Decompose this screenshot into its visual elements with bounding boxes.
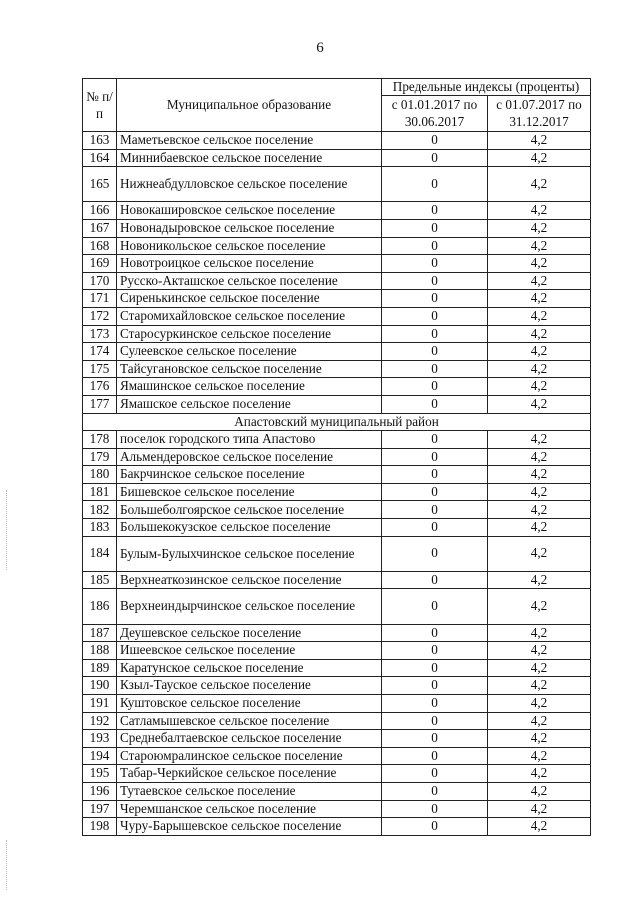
- index-period-2: 4,2: [488, 237, 591, 255]
- row-number: 190: [83, 677, 117, 695]
- table-row: [83, 343, 591, 361]
- table-row: [83, 589, 591, 624]
- header-num: № п/п: [83, 79, 117, 132]
- index-period-1: 0: [382, 677, 488, 695]
- table-row: [83, 782, 591, 800]
- row-number: 173: [83, 325, 117, 343]
- index-period-2: 4,2: [488, 677, 591, 695]
- index-period-1: 0: [382, 325, 488, 343]
- index-period-2: 4,2: [488, 659, 591, 677]
- table-row: [83, 695, 591, 713]
- row-number: 195: [83, 765, 117, 783]
- table-row: [83, 202, 591, 220]
- table-row: [83, 290, 591, 308]
- table-row: [83, 765, 591, 783]
- municipality-name: Каратунское сельское поселение: [117, 659, 382, 677]
- index-period-2: 4,2: [488, 290, 591, 308]
- index-period-2: 4,2: [488, 747, 591, 765]
- table-row: [83, 659, 591, 677]
- municipality-name: Старомихайловское сельское поселение: [117, 307, 382, 325]
- table-header: [83, 79, 591, 132]
- row-number: 163: [83, 132, 117, 150]
- table-row: [83, 730, 591, 748]
- row-number: 189: [83, 659, 117, 677]
- index-period-2: 4,2: [488, 483, 591, 501]
- index-period-2: 4,2: [488, 448, 591, 466]
- table-row: [83, 149, 591, 167]
- row-number: 182: [83, 501, 117, 519]
- row-number: 194: [83, 747, 117, 765]
- index-period-1: 0: [382, 431, 488, 449]
- index-period-2: 4,2: [488, 571, 591, 589]
- municipality-name: Новотроицкое сельское поселение: [117, 255, 382, 273]
- row-number: 197: [83, 800, 117, 818]
- row-number: 178: [83, 431, 117, 449]
- row-number: 177: [83, 395, 117, 413]
- index-period-2: 4,2: [488, 343, 591, 361]
- table-row: [83, 378, 591, 396]
- table-row: [83, 272, 591, 290]
- index-period-1: 0: [382, 712, 488, 730]
- row-number: 187: [83, 624, 117, 642]
- municipality-name: Новонадыровское сельское поселение: [117, 219, 382, 237]
- header-indices-group: Предельные индексы (проценты): [382, 79, 591, 96]
- row-number: 188: [83, 642, 117, 660]
- index-period-2: 4,2: [488, 536, 591, 571]
- index-period-2: 4,2: [488, 202, 591, 220]
- municipality-name: Новоникольское сельское поселение: [117, 237, 382, 255]
- index-period-1: 0: [382, 519, 488, 537]
- index-period-2: 4,2: [488, 624, 591, 642]
- municipality-name: Маметьевское сельское поселение: [117, 132, 382, 150]
- index-period-2: 4,2: [488, 519, 591, 537]
- index-period-2: 4,2: [488, 712, 591, 730]
- table-row: [83, 712, 591, 730]
- index-period-1: 0: [382, 237, 488, 255]
- municipality-name: Большеболгоярское сельское поселение: [117, 501, 382, 519]
- index-period-2: 4,2: [488, 255, 591, 273]
- table-row: [83, 624, 591, 642]
- municipality-name: Альмендеровское сельское поселение: [117, 448, 382, 466]
- table-row: [83, 571, 591, 589]
- municipality-name: поселок городского типа Апастово: [117, 431, 382, 449]
- row-number: 183: [83, 519, 117, 537]
- index-period-2: 4,2: [488, 378, 591, 396]
- row-number: 191: [83, 695, 117, 713]
- table-row: [83, 642, 591, 660]
- index-period-1: 0: [382, 642, 488, 660]
- header-period-1: с 01.01.2017 по 30.06.2017: [382, 96, 488, 132]
- row-number: 165: [83, 167, 117, 202]
- row-number: 180: [83, 466, 117, 484]
- municipality-name: Тутаевское сельское поселение: [117, 782, 382, 800]
- row-number: 172: [83, 307, 117, 325]
- table-row: [83, 255, 591, 273]
- index-period-2: 4,2: [488, 695, 591, 713]
- index-period-1: 0: [382, 659, 488, 677]
- index-period-1: 0: [382, 360, 488, 378]
- index-period-2: 4,2: [488, 132, 591, 150]
- row-number: 179: [83, 448, 117, 466]
- row-number: 185: [83, 571, 117, 589]
- table-body: [83, 132, 591, 836]
- table-row: [83, 307, 591, 325]
- municipality-name: Верхнеиндырчинское сельское поселение: [117, 589, 382, 624]
- section-title: Апастовский муниципальный район: [83, 413, 591, 431]
- index-period-2: 4,2: [488, 466, 591, 484]
- table-row: [83, 519, 591, 537]
- index-period-1: 0: [382, 501, 488, 519]
- index-period-1: 0: [382, 695, 488, 713]
- header-municipality: Муниципальное образование: [117, 79, 382, 132]
- municipality-name: Сатламышевское сельское поселение: [117, 712, 382, 730]
- municipality-name: Ишеевское сельское поселение: [117, 642, 382, 660]
- index-period-1: 0: [382, 219, 488, 237]
- table-row: [83, 395, 591, 413]
- index-period-2: 4,2: [488, 589, 591, 624]
- index-period-2: 4,2: [488, 307, 591, 325]
- row-number: 192: [83, 712, 117, 730]
- table-row: [83, 800, 591, 818]
- index-period-2: 4,2: [488, 325, 591, 343]
- index-period-2: 4,2: [488, 642, 591, 660]
- row-number: 171: [83, 290, 117, 308]
- row-number: 168: [83, 237, 117, 255]
- table-row: [83, 501, 591, 519]
- municipality-name: Русско-Акташское сельское поселение: [117, 272, 382, 290]
- header-period-2: с 01.07.2017 по 31.12.2017: [488, 96, 591, 132]
- row-number: 169: [83, 255, 117, 273]
- index-period-1: 0: [382, 624, 488, 642]
- index-period-1: 0: [382, 132, 488, 150]
- fold-mark: [6, 490, 9, 570]
- municipality-name: Чуру-Барышевское сельское поселение: [117, 818, 382, 836]
- municipality-name: Сиренькинское сельское поселение: [117, 290, 382, 308]
- municipality-name: Среднебалтаевское сельское поселение: [117, 730, 382, 748]
- municipality-name: Старосуркинское сельское поселение: [117, 325, 382, 343]
- index-period-1: 0: [382, 589, 488, 624]
- index-period-2: 4,2: [488, 730, 591, 748]
- row-number: 170: [83, 272, 117, 290]
- table-row: [83, 237, 591, 255]
- page-number: 6: [316, 40, 324, 56]
- municipality-name: Большекокузское сельское поселение: [117, 519, 382, 537]
- row-number: 198: [83, 818, 117, 836]
- table-row: [83, 325, 591, 343]
- index-period-1: 0: [382, 782, 488, 800]
- index-period-1: 0: [382, 149, 488, 167]
- index-period-1: 0: [382, 571, 488, 589]
- table-row: [83, 818, 591, 836]
- index-period-1: 0: [382, 448, 488, 466]
- municipality-name: Сулеевское сельское поселение: [117, 343, 382, 361]
- index-period-1: 0: [382, 747, 488, 765]
- table-row: [83, 167, 591, 202]
- table-row: [83, 431, 591, 449]
- municipality-name: Миннибаевское сельское поселение: [117, 149, 382, 167]
- index-period-1: 0: [382, 536, 488, 571]
- table-row: [83, 448, 591, 466]
- index-period-1: 0: [382, 378, 488, 396]
- index-period-1: 0: [382, 290, 488, 308]
- municipality-name: Куштовское сельское поселение: [117, 695, 382, 713]
- index-period-1: 0: [382, 818, 488, 836]
- fold-mark: [6, 840, 9, 890]
- table-row: [83, 483, 591, 501]
- index-period-1: 0: [382, 255, 488, 273]
- row-number: 176: [83, 378, 117, 396]
- index-period-1: 0: [382, 395, 488, 413]
- municipality-name: Кзыл-Тауское сельское поселение: [117, 677, 382, 695]
- table-row: [83, 747, 591, 765]
- index-period-1: 0: [382, 343, 488, 361]
- municipality-name: Булым-Булыхчинское сельское поселение: [117, 536, 382, 571]
- municipality-name: Черемшанское сельское поселение: [117, 800, 382, 818]
- row-number: 193: [83, 730, 117, 748]
- row-number: 184: [83, 536, 117, 571]
- index-period-1: 0: [382, 272, 488, 290]
- municipality-name: Тайсугановское сельское поселение: [117, 360, 382, 378]
- index-period-1: 0: [382, 466, 488, 484]
- index-period-2: 4,2: [488, 800, 591, 818]
- index-period-2: 4,2: [488, 501, 591, 519]
- municipality-name: Ямашское сельское поселение: [117, 395, 382, 413]
- index-period-1: 0: [382, 483, 488, 501]
- row-number: 166: [83, 202, 117, 220]
- table-row: [83, 360, 591, 378]
- index-period-1: 0: [382, 800, 488, 818]
- index-period-2: 4,2: [488, 360, 591, 378]
- index-period-2: 4,2: [488, 167, 591, 202]
- table-row: [83, 677, 591, 695]
- row-number: 181: [83, 483, 117, 501]
- index-period-2: 4,2: [488, 219, 591, 237]
- municipality-name: Бишевское сельское поселение: [117, 483, 382, 501]
- municipality-name: Новокашировское сельское поселение: [117, 202, 382, 220]
- municipality-name: Верхнеаткозинское сельское поселение: [117, 571, 382, 589]
- index-period-1: 0: [382, 167, 488, 202]
- section-row: [83, 413, 591, 431]
- municipality-name: Староюмралинское сельское поселение: [117, 747, 382, 765]
- table-row: [83, 132, 591, 150]
- index-period-2: 4,2: [488, 765, 591, 783]
- index-period-1: 0: [382, 765, 488, 783]
- index-period-1: 0: [382, 730, 488, 748]
- municipality-name: Нижнеабдулловское сельское поселение: [117, 167, 382, 202]
- row-number: 196: [83, 782, 117, 800]
- table-row: [83, 536, 591, 571]
- indices-table: [82, 78, 591, 836]
- municipality-name: Бакрчинское сельское поселение: [117, 466, 382, 484]
- municipality-name: Ямашинское сельское поселение: [117, 378, 382, 396]
- row-number: 175: [83, 360, 117, 378]
- municipality-name: Деушевское сельское поселение: [117, 624, 382, 642]
- row-number: 167: [83, 219, 117, 237]
- index-period-1: 0: [382, 307, 488, 325]
- row-number: 164: [83, 149, 117, 167]
- index-period-2: 4,2: [488, 395, 591, 413]
- index-period-2: 4,2: [488, 431, 591, 449]
- index-period-2: 4,2: [488, 818, 591, 836]
- row-number: 186: [83, 589, 117, 624]
- index-period-2: 4,2: [488, 149, 591, 167]
- table-row: [83, 219, 591, 237]
- index-period-1: 0: [382, 202, 488, 220]
- table-row: [83, 466, 591, 484]
- municipality-name: Табар-Черкийское сельское поселение: [117, 765, 382, 783]
- index-period-2: 4,2: [488, 782, 591, 800]
- index-period-2: 4,2: [488, 272, 591, 290]
- row-number: 174: [83, 343, 117, 361]
